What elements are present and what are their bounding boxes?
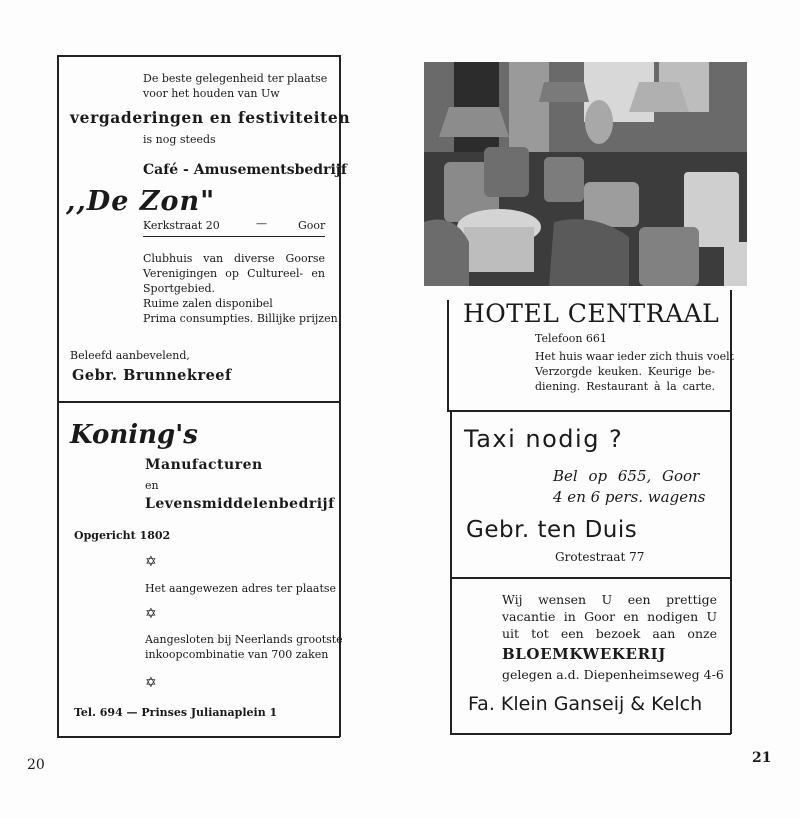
still-text: is nog steeds (143, 133, 216, 146)
address-dash: — (256, 217, 267, 230)
left-divider (57, 401, 340, 403)
bloem-address: gelegen a.d. Diepenheimseweg 4-6 (502, 667, 724, 682)
desc-line: Sportgebied. (143, 282, 216, 295)
right-frame-left-mid (450, 410, 452, 577)
address-underline (143, 236, 325, 237)
right-frame-right-mid (730, 410, 732, 577)
store-name: Koning's (70, 420, 198, 450)
taxi-line: Bel op 655, Goor (553, 467, 700, 485)
right-bottom-rule (450, 733, 731, 735)
taxi-line: 4 en 6 pers. wagens (553, 488, 706, 506)
store-text: Het aangewezen adres ter plaatse (145, 582, 337, 595)
taxi-headline: Taxi nodig ? (464, 425, 624, 453)
right-frame-left-bottom (450, 577, 452, 734)
hotel-phone: Telefoon 661 (535, 332, 607, 345)
star-icon: ✡ (145, 554, 157, 570)
intro-line: De beste gelegenheid ter plaatse (143, 72, 328, 85)
hotel-desc: diening. Restaurant à la carte. (535, 380, 715, 393)
owner-name: Gebr. Brunnekreef (72, 367, 232, 384)
hotel-name: HOTEL CENTRAAL (463, 299, 720, 328)
star-icon: ✡ (145, 675, 157, 691)
taxi-address: Grotestraat 77 (555, 550, 645, 564)
store-text: Aangesloten bij Neerlands grootste (145, 633, 343, 646)
desc-line: Ruime zalen disponibel (143, 297, 273, 310)
contact-line: Tel. 694 — Prinses Julianaplein 1 (74, 706, 278, 719)
hotel-lounge-photo (424, 62, 747, 286)
right-divider-2 (450, 577, 731, 579)
desc-line: Prima consumpties. Billijke prijzen (143, 312, 338, 325)
left-frame-left (57, 55, 59, 737)
hotel-desc: Verzorgde keuken. Keurige be- (535, 365, 715, 378)
left-bottom-rule (57, 736, 340, 738)
founded: Opgericht 1802 (74, 529, 171, 542)
bloem-line: Wij wensen U een prettige (502, 592, 717, 607)
desc-line: Clubhuis van diverse Goorse (143, 252, 325, 265)
left-top-rule (57, 55, 340, 57)
business-name: ,,De Zon" (66, 186, 216, 217)
right-divider-1 (447, 410, 731, 412)
address: Kerkstraat 20 (143, 219, 220, 232)
desc-line: Verenigingen op Cultureel- en (143, 267, 325, 280)
bloem-business: BLOEMKWEKERIJ (502, 645, 666, 663)
bloem-line: vacantie in Goor en nodigen U (502, 609, 717, 624)
store-line: en (145, 479, 159, 492)
headline: vergaderingen en festiviteiten (70, 108, 351, 127)
bloem-line: uit tot een bezoek aan onze (502, 626, 717, 641)
star-icon: ✡ (145, 606, 157, 622)
taxi-company: Gebr. ten Duis (466, 517, 638, 543)
right-frame-left-top (447, 300, 449, 410)
page-number-left: 20 (27, 757, 45, 773)
page-number-right: 21 (752, 750, 772, 766)
recommend-text: Beleefd aanbevelend, (70, 349, 190, 362)
store-text: inkoopcombinatie van 700 zaken (145, 648, 329, 661)
business-type: Café - Amusementsbedrijf (143, 162, 347, 178)
town: Goor (298, 219, 326, 232)
hotel-desc: Het huis waar ieder zich thuis voelt (535, 350, 735, 363)
store-line: Levensmiddelenbedrijf (145, 496, 335, 512)
intro-line: voor het houden van Uw (143, 87, 280, 100)
store-line: Manufacturen (145, 457, 263, 473)
right-frame-right-bottom (730, 577, 732, 734)
bloem-company: Fa. Klein Ganseij & Kelch (468, 693, 703, 715)
